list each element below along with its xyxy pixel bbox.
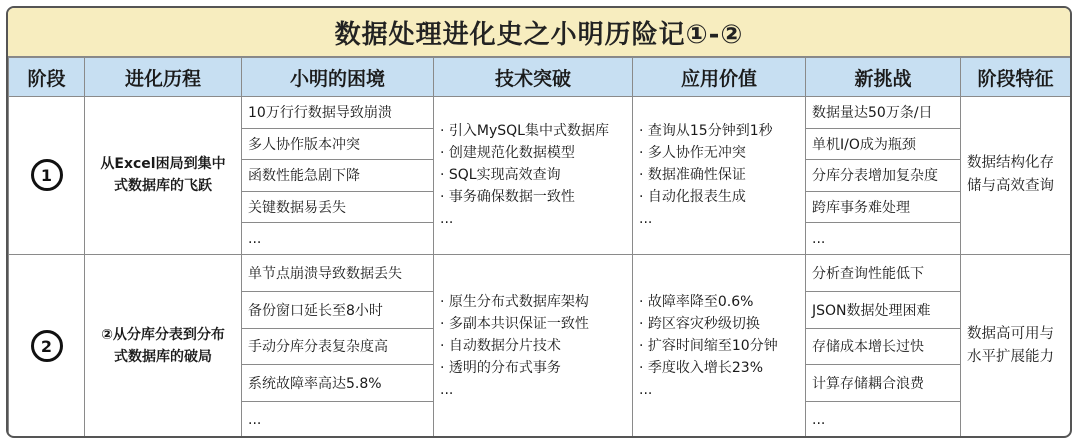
list-item: JSON数据处理困难	[806, 292, 960, 329]
header-feature: 阶段特征	[961, 58, 1071, 97]
list-item: 数据量达50万条/日	[806, 97, 960, 129]
value-cell	[633, 254, 806, 438]
table-frame	[6, 6, 1072, 438]
evolution-table	[8, 57, 1071, 438]
list-item: · 创建规范化数据模型	[440, 145, 575, 162]
header-value: 应用价值	[633, 58, 806, 97]
list-item: 多人协作版本冲突	[242, 129, 433, 161]
list-item: · 多人协作无冲突	[639, 145, 746, 162]
list-item: · 引入MySQL集中式数据库	[440, 123, 609, 140]
header-row	[9, 58, 1071, 97]
evolution-cell: ②从分库分表到分布式数据库的破局	[85, 254, 242, 438]
stage-number-badge: 2	[31, 330, 63, 362]
list-item: 单节点崩溃导致数据丢失	[242, 255, 433, 292]
feature-cell: 数据高可用与水平扩展能力	[961, 254, 1071, 438]
list-item: · 自动化报表生成	[639, 189, 746, 206]
list-item: · 原生分布式数据库架构	[440, 294, 589, 311]
list-item: 分析查询性能低下	[806, 255, 960, 292]
list-item: ...	[440, 382, 454, 399]
table-row	[9, 254, 1071, 438]
header-breakthrough: 技术突破	[434, 58, 633, 97]
evolution-cell: 从Excel困局到集中式数据库的飞跃	[85, 97, 242, 255]
list-item: · 季度收入增长23%	[639, 360, 764, 377]
list-item: · 查询从15分钟到1秒	[639, 123, 773, 140]
list-item: 备份窗口延长至8小时	[242, 292, 433, 329]
list-item: · 自动数据分片技术	[440, 338, 561, 355]
list-item: 计算存储耦合浪费	[806, 365, 960, 402]
header-dilemma: 小明的困境	[242, 58, 434, 97]
list-item: · 数据准确性保证	[639, 167, 746, 184]
stage-number-badge: 1	[31, 159, 63, 191]
header-stage: 阶段	[9, 58, 85, 97]
list-item: ...	[812, 412, 826, 429]
list-item: · 故障率降至0.6%	[639, 294, 754, 311]
dilemma-cell	[242, 254, 434, 438]
header-challenge: 新挑战	[806, 58, 961, 97]
list-item: 10万行行数据导致崩溃	[242, 97, 433, 129]
list-item: 单机I/O成为瓶颈	[806, 129, 960, 161]
list-item: ...	[639, 211, 653, 228]
list-item: · SQL实现高效查询	[440, 167, 561, 184]
list-item: · 跨区容灾秒级切换	[639, 316, 760, 333]
table-row	[9, 97, 1071, 255]
stage-cell	[9, 97, 85, 255]
dilemma-cell	[242, 97, 434, 255]
value-cell	[633, 97, 806, 255]
list-item: ...	[248, 230, 262, 247]
list-item: 分库分表增加复杂度	[806, 160, 960, 192]
list-item: 跨库事务难处理	[806, 192, 960, 224]
page-title: 数据处理进化史之小明历险记①-②	[8, 8, 1070, 57]
list-item: 关键数据易丢失	[242, 192, 433, 224]
list-item: ...	[248, 412, 262, 429]
challenge-cell	[806, 97, 961, 255]
list-item: 手动分库分表复杂度高	[242, 329, 433, 366]
list-item: ...	[639, 382, 653, 399]
list-item: ...	[440, 211, 454, 228]
list-item: · 透明的分布式事务	[440, 360, 561, 377]
list-item: 函数性能急剧下降	[242, 160, 433, 192]
list-item: · 多副本共识保证一致性	[440, 316, 589, 333]
list-item: 系统故障率高达5.8%	[242, 365, 433, 402]
stage-cell	[9, 254, 85, 438]
list-item: · 扩容时间缩至10分钟	[639, 338, 778, 355]
list-item: · 事务确保数据一致性	[440, 189, 575, 206]
list-item: 存储成本增长过快	[806, 329, 960, 366]
list-item: ...	[812, 230, 826, 247]
challenge-cell	[806, 254, 961, 438]
breakthrough-cell	[434, 97, 633, 255]
header-evolution: 进化历程	[85, 58, 242, 97]
breakthrough-cell	[434, 254, 633, 438]
feature-cell: 数据结构化存储与高效查询	[961, 97, 1071, 255]
